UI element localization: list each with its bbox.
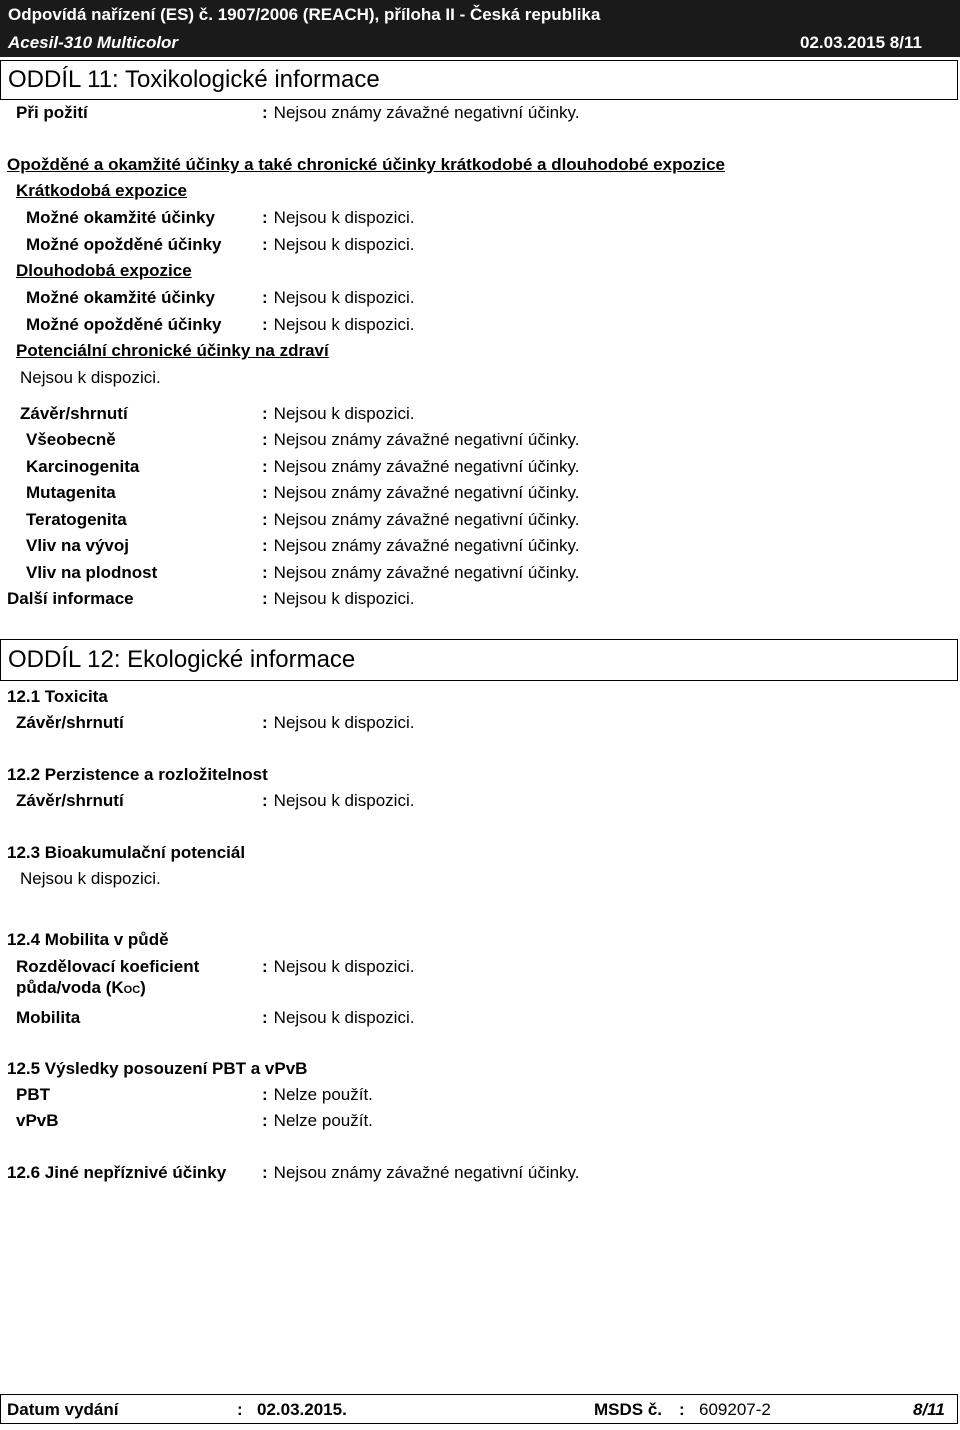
short-immediate-value: : Nejsou k dispozici. xyxy=(262,208,415,227)
delayed-effects-heading: Opožděné a okamžité účinky a také chronické účinky krátkodobé a dlouhodobé expozice xyxy=(7,155,725,174)
persistence-heading: 12.2 Perzistence a rozložitelnost xyxy=(7,765,268,784)
other-effects-value: : Nejsou známy závažné negativní účinky. xyxy=(262,1163,580,1182)
issue-date-label: Datum vydání xyxy=(7,1400,119,1419)
msds-label: MSDS č. xyxy=(594,1400,663,1419)
section-12-title-box xyxy=(0,639,958,681)
footer-page: 8/11 xyxy=(913,1400,945,1419)
section-11-title: ODDÍL 11: Toxikologické informace xyxy=(8,66,380,93)
teratogenicity-label: Teratogenita xyxy=(26,510,127,529)
header-regulation-bar xyxy=(0,0,960,29)
fertility-label: Vliv na plodnost xyxy=(26,563,158,582)
long-immediate-value: : Nejsou k dispozici. xyxy=(262,288,415,307)
conclusion-value: : Nejsou k dispozici. xyxy=(262,404,415,423)
product-name: Acesil-310 Multicolor xyxy=(8,33,179,52)
mutagenicity-label: Mutagenita xyxy=(26,483,116,502)
other-info-value: : Nejsou k dispozici. xyxy=(262,589,415,608)
date-page: 02.03.2015 8/11 xyxy=(800,33,922,52)
section-11-title-box xyxy=(0,60,958,100)
regulation-text: Odpovídá nařízení (ES) č. 1907/2006 (REACH), příloha II - Česká republika xyxy=(8,5,601,24)
fertility-value: : Nejsou známy závažné negativní účinky. xyxy=(262,563,580,582)
section-12-title: ODDÍL 12: Ekologické informace xyxy=(8,646,356,673)
mutagenicity-value: : Nejsou známy závažné negativní účinky. xyxy=(262,483,580,502)
bioaccumulation-heading: 12.3 Bioakumulační potenciál xyxy=(7,843,246,862)
koc-value: : Nejsou k dispozici. xyxy=(262,957,415,976)
header-product-bar xyxy=(0,29,960,57)
short-delayed-label: Možné opožděné účinky xyxy=(26,235,222,254)
general-label: Všeobecně xyxy=(26,430,116,449)
mobility-label: Mobilita xyxy=(16,1008,81,1027)
issue-date-colon: : xyxy=(237,1400,243,1419)
mobility-heading: 12.4 Mobilita v půdě xyxy=(7,930,169,949)
short-term-heading: Krátkodobá expozice xyxy=(16,181,187,200)
persistence-value: : Nejsou k dispozici. xyxy=(262,791,415,810)
long-term-heading: Dlouhodobá expozice xyxy=(16,261,192,280)
long-immediate-label: Možné okamžité účinky xyxy=(26,288,215,307)
footer-box xyxy=(0,1394,958,1424)
toxicity-label: Závěr/shrnutí xyxy=(16,713,124,732)
other-info-label: Další informace xyxy=(7,589,134,608)
conclusion-label: Závěr/shrnutí xyxy=(20,404,128,423)
msds-colon: : xyxy=(679,1400,685,1419)
pbt-value: : Nelze použít. xyxy=(262,1085,373,1104)
ingestion-label: Při požití xyxy=(16,103,88,122)
carcinogenicity-label: Karcinogenita xyxy=(26,457,140,476)
toxicity-heading: 12.1 Toxicita xyxy=(7,687,108,706)
teratogenicity-value: : Nejsou známy závažné negativní účinky. xyxy=(262,510,580,529)
other-effects-heading: 12.6 Jiné nepříznivé účinky xyxy=(7,1163,227,1182)
bioaccumulation-value: Nejsou k dispozici. xyxy=(20,869,161,888)
pbt-label: PBT xyxy=(16,1085,50,1104)
chronic-heading: Potenciální chronické účinky na zdraví xyxy=(16,341,329,360)
issue-date-value: 02.03.2015. xyxy=(257,1400,347,1419)
vpvb-value: : Nelze použít. xyxy=(262,1111,373,1130)
long-delayed-value: : Nejsou k dispozici. xyxy=(262,315,415,334)
long-delayed-label: Možné opožděné účinky xyxy=(26,315,222,334)
development-label: Vliv na vývoj xyxy=(26,536,129,555)
chronic-value: Nejsou k dispozici. xyxy=(20,368,161,387)
vpvb-label: vPvB xyxy=(16,1111,59,1130)
pbt-heading: 12.5 Výsledky posouzení PBT a vPvB xyxy=(7,1059,308,1078)
development-value: : Nejsou známy závažné negativní účinky. xyxy=(262,536,580,555)
koc-label-line1: Rozdělovací koeficient xyxy=(16,957,200,976)
toxicity-value: : Nejsou k dispozici. xyxy=(262,713,415,732)
koc-label-line2: půda/voda (KOC) xyxy=(16,978,146,997)
ingestion-value: : Nejsou známy závažné negativní účinky. xyxy=(262,103,580,122)
general-value: : Nejsou známy závažné negativní účinky. xyxy=(262,430,580,449)
mobility-value: : Nejsou k dispozici. xyxy=(262,1008,415,1027)
carcinogenicity-value: : Nejsou známy závažné negativní účinky. xyxy=(262,457,580,476)
persistence-label: Závěr/shrnutí xyxy=(16,791,124,810)
msds-number: 609207-2 xyxy=(699,1400,771,1419)
short-delayed-value: : Nejsou k dispozici. xyxy=(262,235,415,254)
short-immediate-label: Možné okamžité účinky xyxy=(26,208,215,227)
